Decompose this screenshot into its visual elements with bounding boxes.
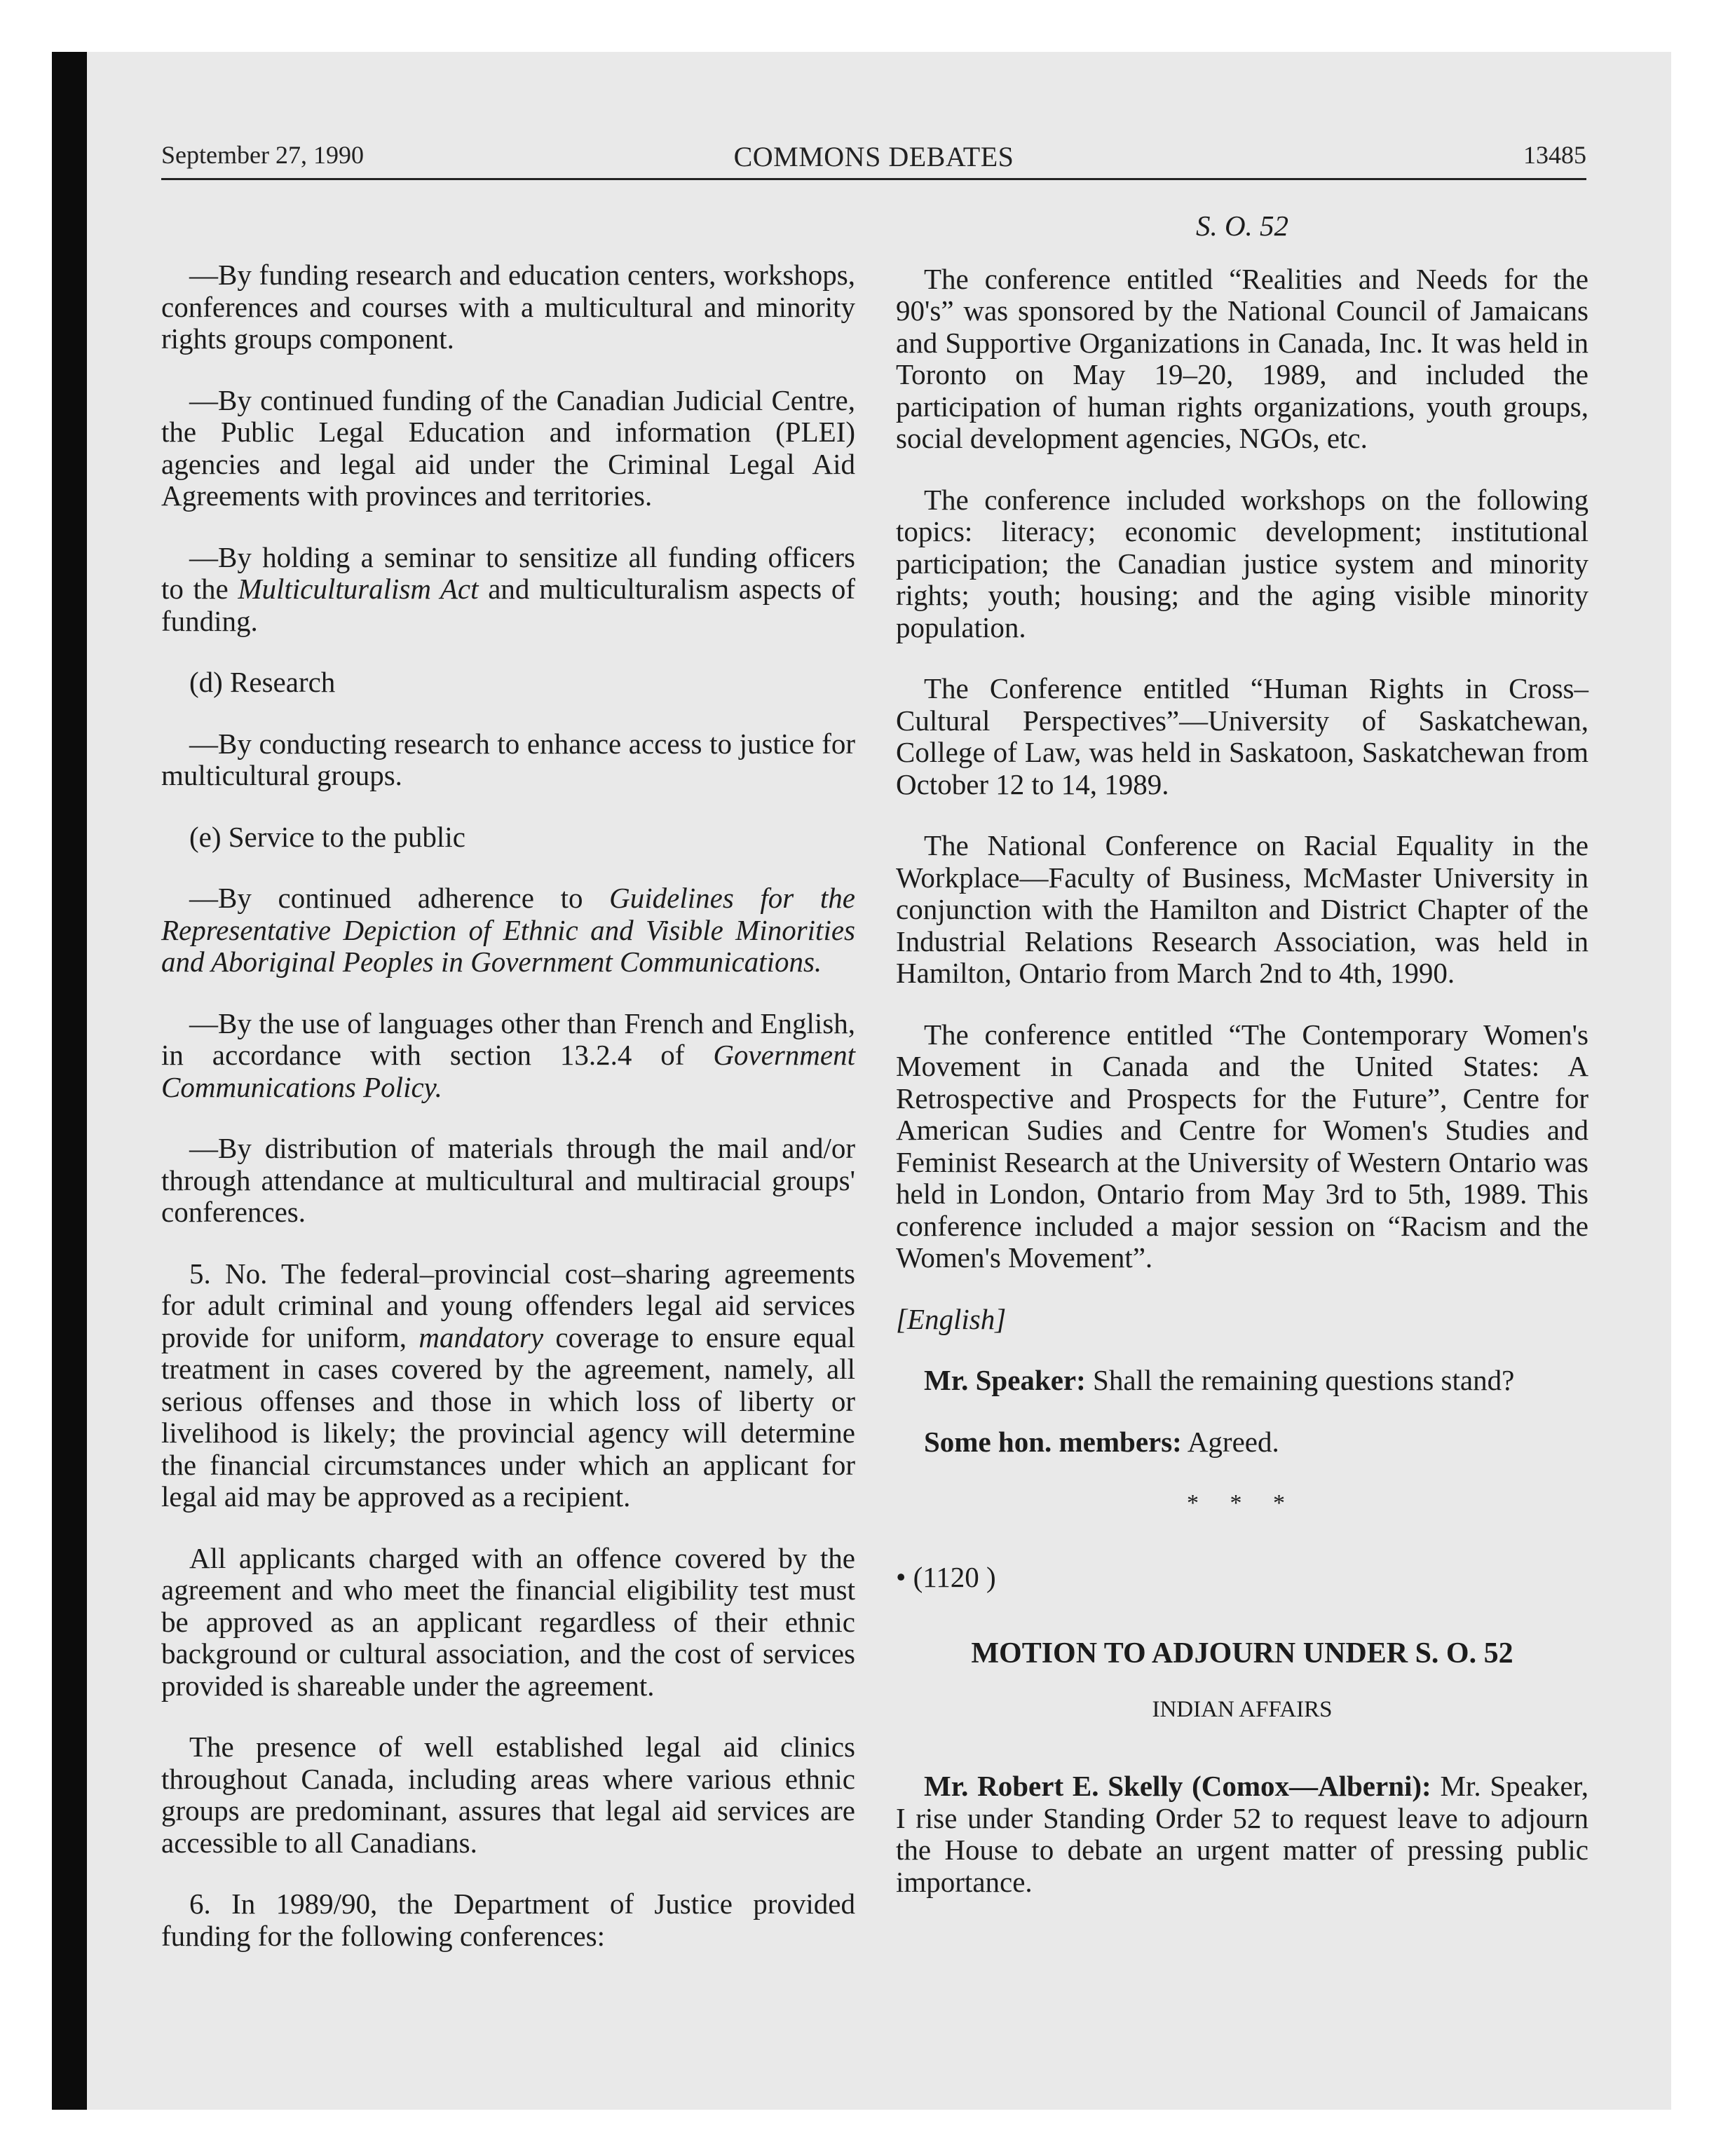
scan-edge-shadow — [52, 52, 87, 2110]
running-head — [161, 140, 1586, 178]
members-response — [896, 1426, 1588, 1459]
text-run: 5. No. The federal–provincial cost–sharing agreements for adult criminal and young offenders legal aid services provide for uniform, — [161, 1257, 855, 1353]
paragraph: All applicants charged with an offence covered by the agreement and who meet the financial eligibility test must be approved as an applicant regardless of their ethnic background or cultural association, and the cost of services provided is shareable under the agreement. — [161, 1541, 855, 1702]
paragraph: —By conducting research to enhance access to justice for multicultural groups. — [161, 727, 855, 791]
text-run: Mr. Speaker, I rise under Standing Order 52 to request leave to adjourn the House to debate an urgent matter of pressing public importance. — [896, 1770, 1588, 1898]
paragraph: —By funding research and education centers, workshops, conferences and courses with a multicultural and minority rights groups component. — [161, 259, 855, 355]
motion-title: MOTION TO ADJOURN UNDER S. O. 52 — [971, 1637, 1513, 1670]
paragraph: —By distribution of materials through the mail and/or through attendance at multicultural and multiracial groups' conferences. — [161, 1132, 855, 1228]
text-run: —By continued adherence to — [189, 882, 610, 914]
text-run: Shall the remaining questions stand? — [1085, 1364, 1515, 1396]
paragraph — [161, 882, 855, 978]
speaker-statement — [896, 1365, 1588, 1397]
paragraph: The presence of well established legal aid clinics throughout Canada, including areas where various ethnic groups are predominant, assures that legal aid services are accessible to all Canadians. — [161, 1731, 855, 1859]
paragraph — [161, 1008, 855, 1104]
text-run: Agreed. — [1181, 1425, 1279, 1458]
paragraph: The conference entitled “Realities and Needs for the 90's” was sponsored by the National Council of Jamaicans and Supportive Organizations in Canada, Inc. It was held in Toronto on May 19–20, 1989, and included the participation of human rights organizations, youth groups, social development agencies, NGOs, etc. — [896, 262, 1588, 454]
paragraph — [161, 542, 855, 638]
speaker-name: Mr. Speaker: — [924, 1364, 1086, 1396]
subheading-research: (d) Research — [189, 666, 336, 698]
header-page-number: 13485 — [1523, 141, 1586, 169]
subject-heading: INDIAN AFFAIRS — [1152, 1696, 1333, 1722]
language-tag: [English] — [896, 1302, 1007, 1335]
time-stamp: • (1120 ) — [896, 1560, 996, 1593]
italic-act-title: Multiculturalism Act — [238, 573, 479, 605]
italic-policy-title: Government Communications Policy. — [161, 1039, 855, 1103]
text-run: —By holding a seminar to sensitize all funding officers to the — [161, 540, 855, 605]
paragraph: The conference entitled “The Contemporary Women's Movement in Canada and the United States: A Retrospective and Prospects for the Future”, Centre for American Sudies and Centre for Women's Studies and Feminist Research at the University of Western Ontario was held in London, Ontario from May 3rd to 5th, 1989. This conference included a major session on “Racism and the Women's Movement”. — [896, 1018, 1588, 1274]
header-rule — [161, 178, 1586, 180]
subheading-service: (e) Service to the public — [189, 820, 465, 853]
speaker-statement — [896, 1770, 1588, 1898]
paragraph — [161, 1258, 855, 1513]
text-run: —By the use of languages other than French and English, in accordance with section 13.2.4 of — [161, 1007, 855, 1071]
text-run: and multiculturalism aspects of funding. — [161, 573, 855, 637]
italic-word: mandatory — [419, 1321, 544, 1353]
paragraph: The National Conference on Racial Equality in the Workplace—Faculty of Business, McMaster University in conjunction with the Hamilton and District Chapter of the Industrial Relations Research Association, was held in Hamilton, Ontario from March 2nd to 4th, 1990. — [896, 829, 1588, 989]
speaker-name: Some hon. members: — [924, 1425, 1182, 1458]
text-run: coverage to ensure equal treatment in cases covered by the agreement, namely, all serious offenses and those in which loss of liberty or livelihood is likely; the provincial agency will determine the financial circumstances under which an applicant for legal aid may be approved as a recipient. — [161, 1321, 855, 1513]
header-date: September 27, 1990 — [161, 141, 364, 169]
left-column — [161, 259, 855, 1981]
section-heading: S. O. 52 — [1195, 210, 1289, 242]
paragraph: The conference included workshops on the following topics: literacy; economic development; institutional participation; the Canadian justice system and minority rights; youth; housing; and the aging visible minority population. — [896, 483, 1588, 643]
header-journal-title: COMMONS DEBATES — [733, 141, 1014, 172]
section-break-stars: * * * — [1187, 1490, 1298, 1516]
speaker-name: Mr. Robert E. Skelly (Comox—Alberni): — [924, 1770, 1431, 1802]
paragraph: —By continued funding of the Canadian Judicial Centre, the Public Legal Education and information (PLEI) agencies and legal aid under the Criminal Legal Aid Agreements with provinces and territories. — [161, 383, 855, 512]
italic-guidelines-title: Guidelines for the Representative Depiction of Ethnic and Visible Minorities and Aboriginal Peoples in Government Communications. — [161, 882, 855, 978]
paragraph: 6. In 1989/90, the Department of Justice provided funding for the following conferences: — [161, 1888, 855, 1952]
right-column — [896, 210, 1588, 1928]
paragraph: The Conference entitled “Human Rights in Cross–Cultural Perspectives”—University of Saskatchewan, College of Law, was held in Saskatoon, Saskatchewan from October 12 to 14, 1989. — [896, 672, 1588, 800]
